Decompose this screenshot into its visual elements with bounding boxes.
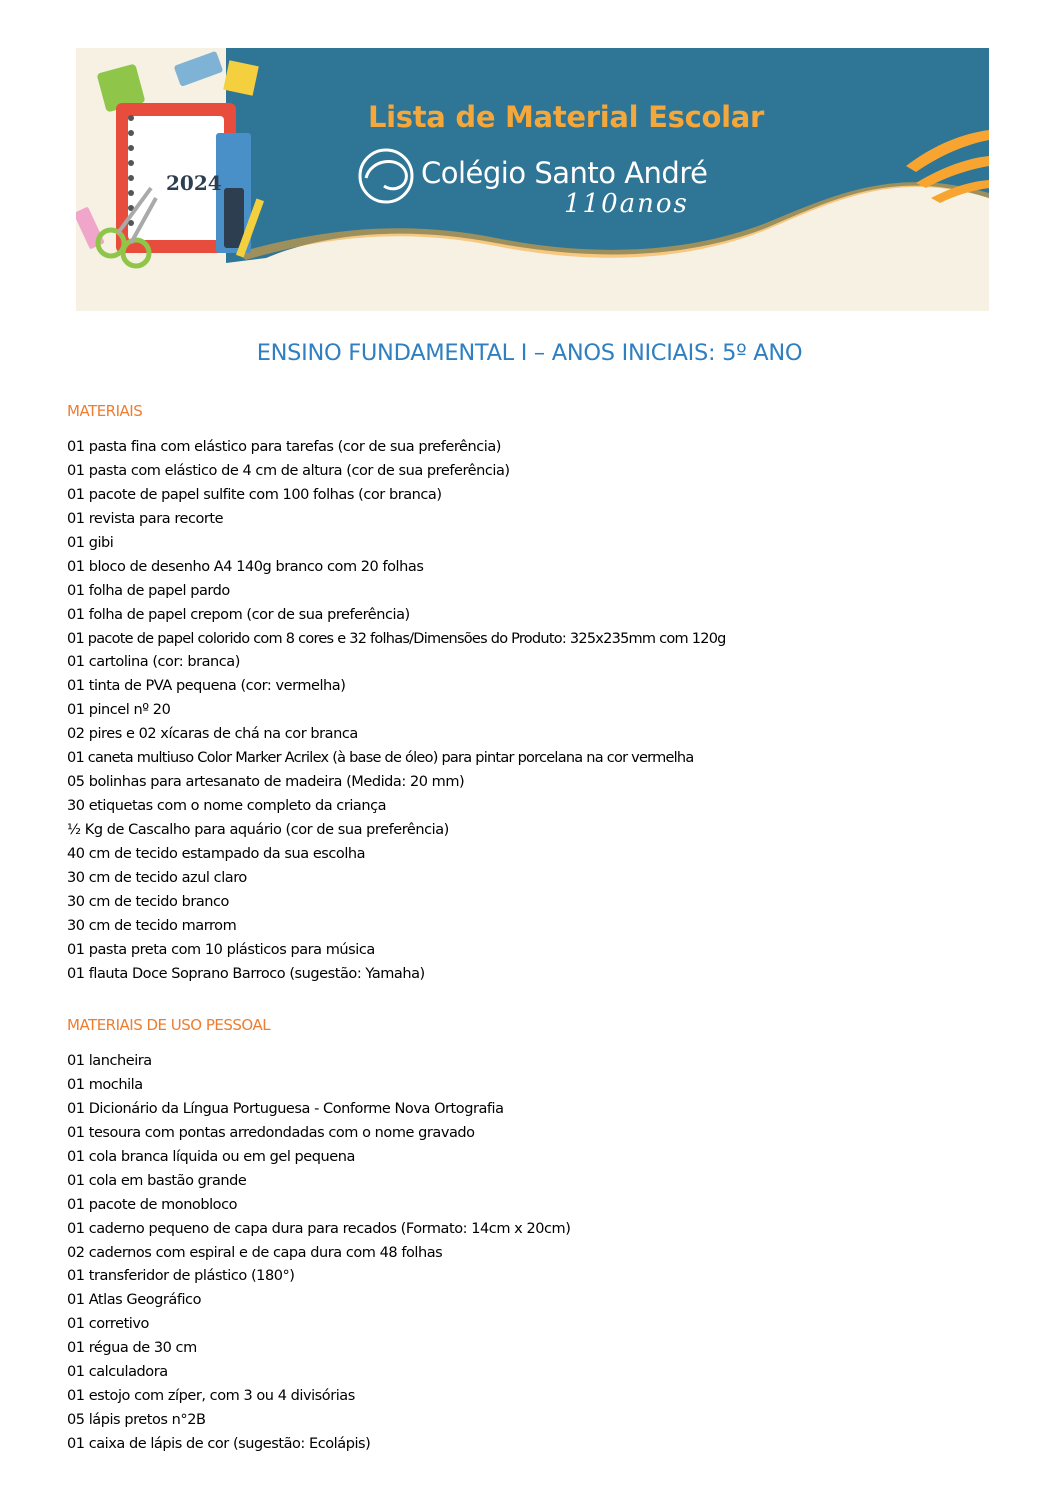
list-item: 01 pacote de monobloco	[67, 1196, 238, 1213]
section-heading-materiais: MATERIAIS	[67, 402, 143, 420]
list-item: 01 flauta Doce Soprano Barroco (sugestão: Yamaha)	[67, 965, 425, 982]
list-item: 30 cm de tecido marrom	[67, 917, 237, 934]
list-item: 01 bloco de desenho A4 140g branco com 20 folhas	[67, 558, 424, 575]
list-item: 01 caixa de lápis de cor (sugestão: Ecolápis)	[67, 1436, 371, 1452]
list-item: 01 caneta multiuso Color Marker Acrilex (à base de óleo) para pintar porcelana na cor vermelha	[67, 750, 694, 767]
list-item: 01 transferidor de plástico (180°)	[67, 1268, 295, 1285]
list-item: 30 etiquetas com o nome completo da criança	[67, 798, 387, 815]
list-item: 01 folha de papel crepom (cor de sua preferência)	[67, 606, 410, 623]
list-item: 02 cadernos com espiral e de capa dura com 48 folhas	[67, 1244, 443, 1261]
list-item: 01 pasta preta com 10 plásticos para música	[67, 941, 375, 958]
list-item: 01 tinta de PVA pequena (cor: vermelha)	[67, 678, 346, 695]
header-banner	[76, 48, 989, 311]
list-item: 40 cm de tecido estampado da sua escolha	[67, 845, 366, 862]
list-item: 01 cartolina (cor: branca)	[67, 654, 240, 671]
marker-icon	[224, 188, 244, 248]
list-item: 30 cm de tecido azul claro	[67, 869, 247, 886]
school-name: Colégio Santo André	[421, 156, 708, 190]
list-item: 01 régua de 30 cm	[67, 1340, 197, 1357]
list-item: 30 cm de tecido branco	[67, 893, 229, 910]
list-item: 01 pasta fina com elástico para tarefas (cor de sua preferência)	[67, 439, 502, 455]
list-item: 02 pires e 02 xícaras de chá na cor branca	[67, 726, 358, 743]
list-item: 01 corretivo	[67, 1316, 149, 1333]
list-item: 01 pasta com elástico de 4 cm de altura (cor de sua preferência)	[67, 462, 510, 479]
list-item: 01 lancheira	[67, 1053, 152, 1069]
list-item: 01 tesoura com pontas arredondadas com o nome gravado	[67, 1124, 475, 1141]
banner-title: Lista de Material Escolar	[367, 100, 765, 134]
list-item: 01 cola branca líquida ou em gel pequena	[67, 1148, 355, 1165]
list-item: 01 cola em bastão grande	[67, 1172, 247, 1189]
year-label: 2024	[166, 171, 222, 195]
list-item: 05 lápis pretos n°2B	[67, 1412, 206, 1429]
marker-icon	[174, 51, 224, 87]
list-item: 01 revista para recorte	[67, 510, 224, 527]
list-item: 01 gibi	[67, 534, 114, 551]
list-item: 01 folha de papel pardo	[67, 582, 230, 599]
materials-list	[67, 436, 726, 987]
list-item: 01 calculadora	[67, 1364, 168, 1381]
list-item: 01 pacote de papel colorido com 8 cores e 32 folhas/Dimensões do Produto: 325x235mm com 120g	[67, 630, 726, 647]
list-item: 05 bolinhas para artesanato de madeira (Medida: 20 mm)	[67, 774, 465, 791]
section-heading-uso-pessoal: MATERIAIS DE USO PESSOAL	[67, 1016, 271, 1034]
personal-materials-list	[67, 1050, 570, 1457]
anniversary-label: 110anos	[564, 189, 689, 219]
list-item: 01 caderno pequeno de capa dura para recados (Formato: 14cm x 20cm)	[67, 1220, 571, 1237]
list-item: 01 mochila	[67, 1076, 143, 1093]
list-item: 01 Dicionário da Língua Portuguesa - Conforme Nova Ortografia	[67, 1100, 504, 1117]
list-item: 01 estojo com zíper, com 3 ou 4 divisórias	[67, 1388, 355, 1405]
list-item: 01 Atlas Geográfico	[67, 1292, 201, 1309]
list-item: 01 pincel nº 20	[67, 702, 171, 719]
list-item: ½ Kg de Cascalho para aquário (cor de sua preferência)	[67, 822, 449, 838]
list-item: 01 pacote de papel sulfite com 100 folhas (cor branca)	[67, 486, 442, 503]
page-title: ENSINO FUNDAMENTAL I – ANOS INICIAIS: 5º ANO	[256, 340, 803, 366]
